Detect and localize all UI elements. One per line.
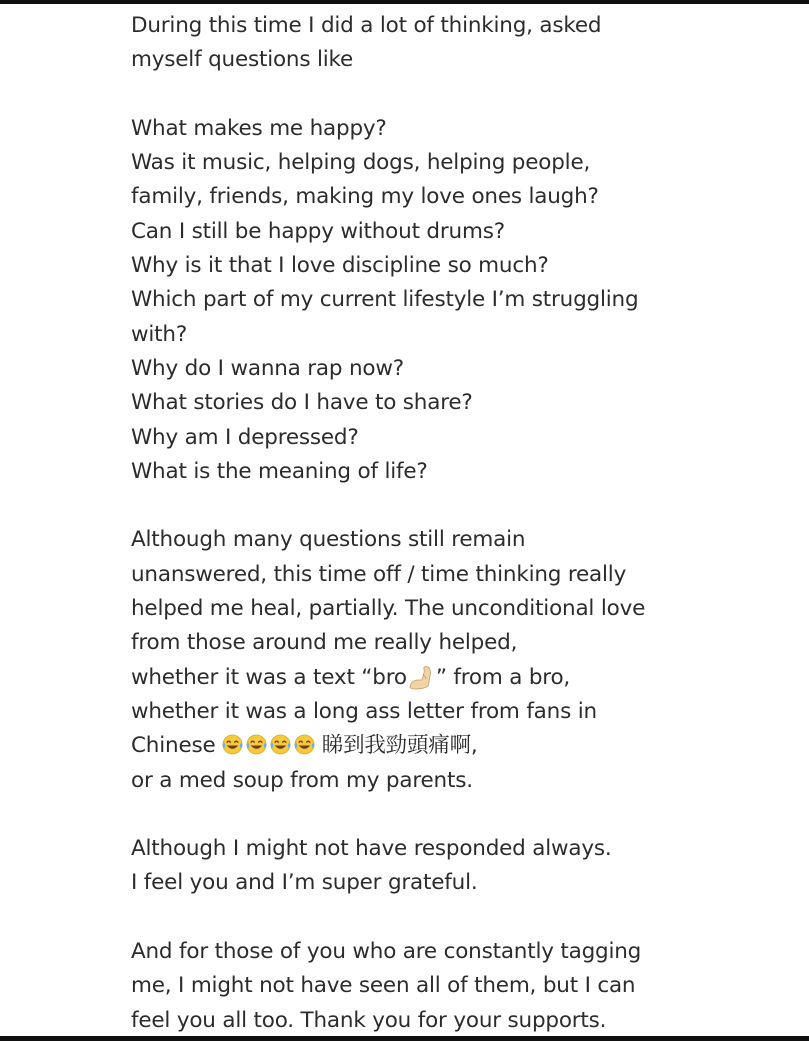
paragraph-2-line-8: or a med soup from my parents.: [131, 767, 473, 793]
paragraph-2-line-5: [131, 661, 731, 695]
question-4: Why is it that I love discipline so much?: [131, 253, 549, 279]
question-2-line-1: Was it music, helping dogs, helping people,: [131, 150, 591, 176]
bottom-border: [0, 1036, 809, 1041]
face-with-tears-of-joy-icon: [222, 734, 243, 755]
flexed-biceps-icon: [408, 666, 434, 690]
note-body: [131, 9, 731, 1038]
bro-text-end: ” from a bro,: [435, 664, 571, 690]
paragraph-2-line-3: helped me heal, partially. The unconditional love: [131, 596, 646, 622]
paragraph-2-line-6: whether it was a long ass letter from fans in: [131, 698, 597, 724]
paragraph-3-line-1: Although I might not have responded always.: [131, 836, 612, 862]
paragraph-gap: [131, 489, 731, 523]
face-with-tears-of-joy-icon: [294, 734, 315, 755]
question-3: Can I still be happy without drums?: [131, 218, 505, 244]
question-5-line-2: with?: [131, 321, 188, 347]
question-2-line-2: family, friends, making my love ones laugh?: [131, 184, 599, 210]
chinese-text-start: Chinese: [131, 733, 223, 759]
paragraph-gap: [131, 78, 731, 112]
paragraph-2-line-4: from those around me really helped,: [131, 630, 518, 656]
question-7: What stories do I have to share?: [131, 390, 473, 416]
question-6: Why do I wanna rap now?: [131, 355, 404, 381]
paragraph-gap: [131, 901, 731, 935]
chinese-text-end: 睇到我勁頭痛啊,: [315, 733, 478, 759]
face-with-tears-of-joy-icon: [270, 734, 291, 755]
bro-text-start: whether it was a text “bro: [131, 664, 407, 690]
paragraph-2-line-7: [131, 729, 731, 763]
paragraph-gap: [131, 798, 731, 832]
paragraph-4-line-2: me, I might not have seen all of them, but I can: [131, 973, 636, 999]
question-1: What makes me happy?: [131, 115, 387, 141]
paragraph-4-line-1: And for those of you who are constantly tagging: [131, 939, 642, 965]
paragraph-4-line-3: feel you all too. Thank you for your supports.: [131, 1007, 607, 1033]
paragraph-3-line-2: I feel you and I’m super grateful.: [131, 870, 478, 896]
question-5-line-1: Which part of my current lifestyle I’m struggling: [131, 287, 639, 313]
paragraph-2-line-2: unanswered, this time off / time thinking really: [131, 561, 627, 587]
question-9: What is the meaning of life?: [131, 458, 428, 484]
paragraph-2-line-1: Although many questions still remain: [131, 527, 526, 553]
question-8: Why am I depressed?: [131, 424, 359, 450]
face-with-tears-of-joy-icon: [246, 734, 267, 755]
top-border: [0, 0, 809, 4]
paragraph-1-line-2: myself questions like: [131, 47, 354, 73]
paragraph-1-line-1: During this time I did a lot of thinking, asked: [131, 13, 602, 38]
